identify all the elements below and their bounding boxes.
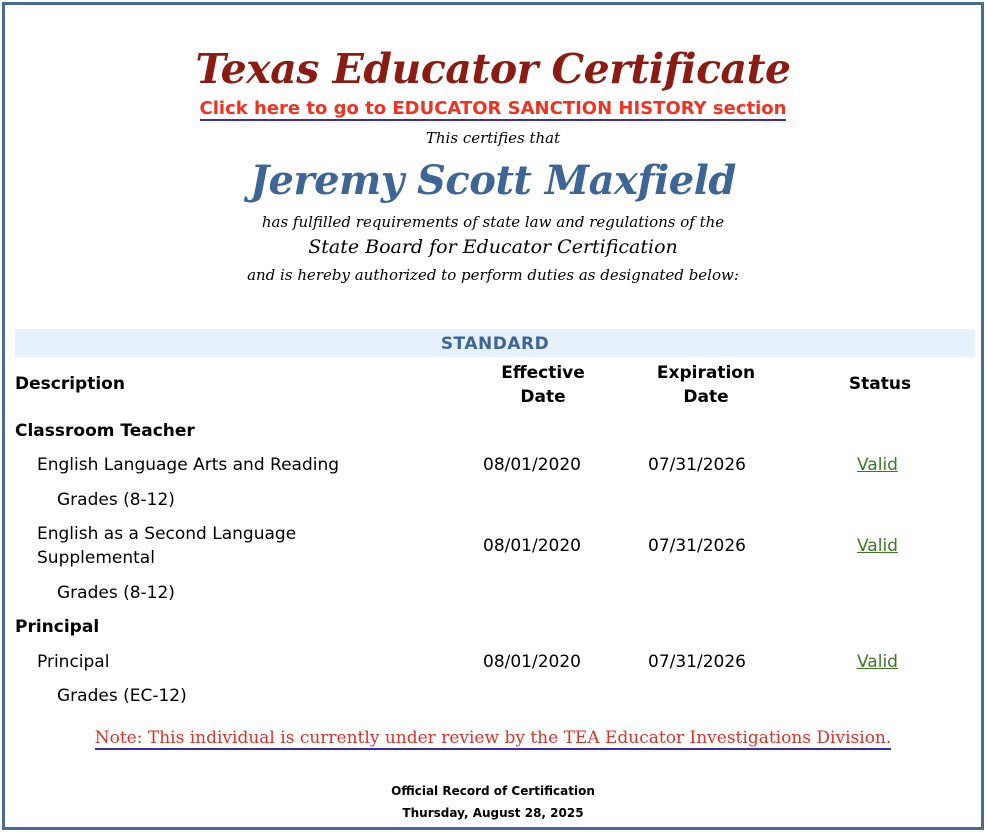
column-header-effective-line2: Date: [520, 387, 566, 407]
cert-expiration-date: 07/31/2026: [648, 536, 746, 556]
cert-expiration-date: 07/31/2026: [648, 652, 746, 672]
cert-grades: Grades (8-12): [57, 583, 175, 603]
authorized-text: and is hereby authorized to perform duties as designated below:: [247, 266, 739, 284]
cert-description: English Language Arts and Reading: [37, 455, 340, 475]
cert-expiration-date: 07/31/2026: [648, 455, 746, 475]
cert-status: [857, 650, 898, 674]
investigation-note[interactable]: Note: This individual is currently under review by the TEA Educator Investigations Division.: [94, 728, 892, 748]
sanction-history-link[interactable]: Click here to go to EDUCATOR SANCTION HISTORY section: [199, 98, 787, 119]
investigation-note-wrap: [5, 728, 981, 748]
cert-description-line1: English as a Second Language: [37, 524, 297, 544]
cert-description-line2: Supplemental: [37, 548, 155, 568]
certificate-title: Texas Educator Certificate: [195, 45, 791, 93]
educator-name: Jeremy Scott Maxfield: [250, 157, 736, 204]
certificate-frame: [2, 2, 984, 830]
footer-official-record: Official Record of Certification: [391, 784, 595, 798]
column-header-effective-line1: Effective: [501, 363, 585, 383]
cert-description: Principal: [37, 652, 110, 672]
status-valid-link[interactable]: Valid: [857, 652, 898, 672]
column-header-expiration: [635, 361, 777, 409]
footer-date: Thursday, August 28, 2025: [402, 806, 584, 820]
board-name: State Board for Educator Certification: [308, 236, 678, 258]
status-valid-link[interactable]: Valid: [857, 455, 898, 475]
cert-status: [857, 534, 898, 558]
certifies-text: This certifies that: [425, 129, 561, 147]
cert-status: [857, 453, 898, 477]
cert-grades: Grades (8-12): [57, 490, 175, 510]
column-header-status: Status: [848, 374, 912, 394]
column-header-expiration-line2: Date: [683, 387, 729, 407]
group-heading-principal: Principal: [15, 617, 100, 637]
sanction-history-link-wrap: [5, 98, 981, 119]
column-header-description: Description: [15, 374, 125, 394]
cert-effective-date: 08/01/2020: [483, 536, 581, 556]
cert-effective-date: 08/01/2020: [483, 652, 581, 672]
fulfilled-text: has fulfilled requirements of state law and regulations of the: [261, 213, 725, 231]
cert-grades: Grades (EC-12): [57, 686, 187, 706]
group-heading-classroom-teacher: Classroom Teacher: [15, 421, 195, 441]
column-header-expiration-line1: Expiration: [656, 363, 756, 383]
status-valid-link[interactable]: Valid: [857, 536, 898, 556]
standard-heading: STANDARD: [15, 329, 975, 357]
cert-effective-date: 08/01/2020: [483, 455, 581, 475]
column-header-effective: [473, 361, 613, 409]
